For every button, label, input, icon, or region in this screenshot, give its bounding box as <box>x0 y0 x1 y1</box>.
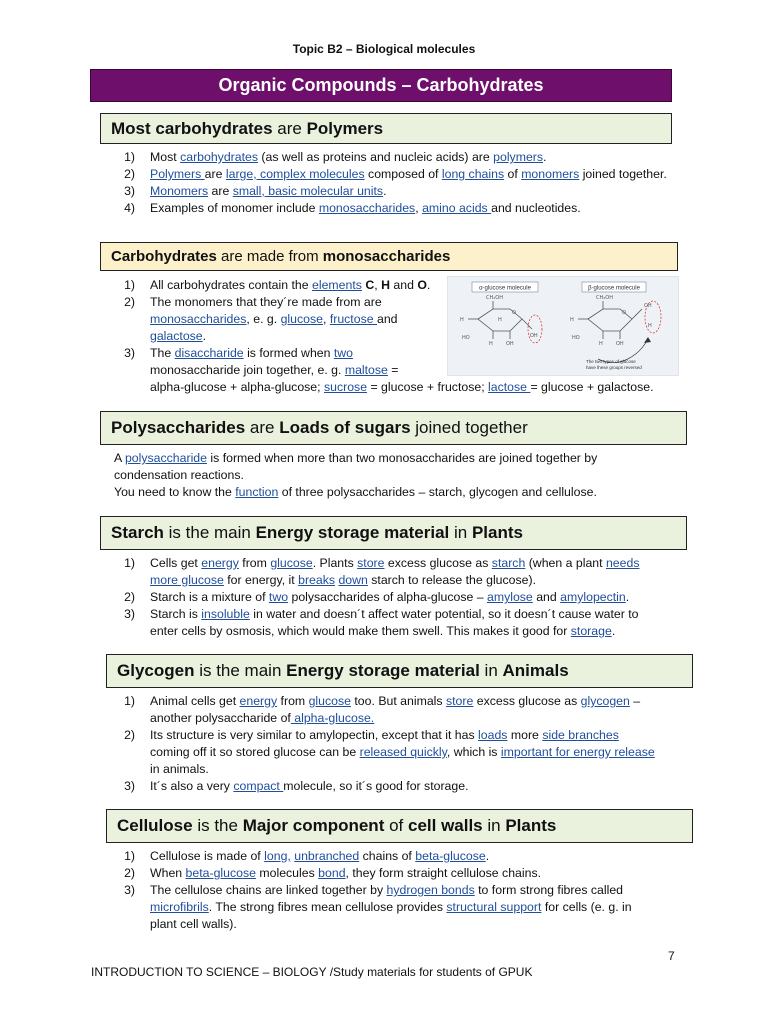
bold-text: cell walls <box>407 816 483 835</box>
svg-text:H: H <box>489 341 493 347</box>
term-link[interactable]: monosaccharides <box>150 312 247 326</box>
text-span: Starch is a mixture of <box>150 590 269 604</box>
text-span: and <box>376 312 398 326</box>
term-link[interactable]: galactose <box>150 329 203 343</box>
text-span: Its structure is very similar to amylopectin, except that it has <box>150 728 479 742</box>
term-link[interactable]: side branches <box>542 728 619 742</box>
text-span: (as well as proteins and nucleic acids) are <box>258 150 494 164</box>
beta-glucose-label: β-glucose molecule <box>588 285 640 292</box>
term-link[interactable]: polymers <box>493 150 544 164</box>
text-span: plant cell walls). <box>150 917 237 931</box>
svg-text:OH: OH <box>506 341 514 347</box>
text-span: joined together <box>410 418 528 437</box>
term-link[interactable]: amylose <box>486 590 533 604</box>
svg-text:CH₂OH: CH₂OH <box>596 295 613 301</box>
term-link[interactable]: released quickly <box>359 745 447 759</box>
bold-text: Plants <box>505 816 557 835</box>
text-span: are <box>208 184 233 198</box>
text-span: from <box>238 556 271 570</box>
text-span: are <box>245 418 280 437</box>
bold-text: Glycogen <box>117 661 195 680</box>
text-span: is the <box>192 816 243 835</box>
text-span: for energy, it <box>223 573 299 587</box>
term-link[interactable]: disaccharide <box>174 346 244 360</box>
svg-text:H: H <box>599 341 603 347</box>
list-item <box>113 882 693 933</box>
term-link[interactable]: beta-glucose <box>415 849 486 863</box>
text-span: alpha-glucose + alpha-glucose; <box>150 380 324 394</box>
text-span: and nucleotides. <box>491 201 581 215</box>
svg-text:H: H <box>498 317 502 323</box>
figure-caption-1: The two types of glucose <box>586 359 636 364</box>
term-link[interactable]: structural support <box>446 900 542 914</box>
item-number: 3) <box>124 779 135 793</box>
glucose-structures-diagram <box>448 277 678 375</box>
item-number: 1) <box>124 150 135 164</box>
bold-text: Loads of sugars <box>279 418 411 437</box>
text-span: another polysaccharide of <box>150 711 291 725</box>
section-heading-polysaccharides <box>100 411 687 445</box>
list-item <box>113 555 693 589</box>
svg-text:OH: OH <box>644 303 652 309</box>
term-link[interactable]: Monomers <box>150 184 209 198</box>
glucose-molecules-figure <box>447 276 679 376</box>
term-link[interactable]: small, basic molecular units <box>232 184 384 198</box>
term-link[interactable]: large, complex molecules <box>225 167 365 181</box>
item-number: 3) <box>124 607 135 621</box>
bold-text: Most carbohydrates <box>111 119 273 138</box>
text-span: are <box>204 167 226 181</box>
bold-text: Carbohydrates <box>111 248 217 265</box>
text-span: Animal cells get <box>150 694 240 708</box>
text-span: Starch is <box>150 607 202 621</box>
text-span: , <box>374 278 382 292</box>
text-span: Cells get <box>150 556 202 570</box>
text-span: for cells (e. g. in <box>541 900 632 914</box>
text-span: is formed when <box>243 346 334 360</box>
text-span: starch to release the glucose). <box>367 573 537 587</box>
figure-caption-2: have these groups reversed <box>586 365 642 370</box>
list-item <box>113 693 693 727</box>
term-link[interactable]: storage <box>570 624 612 638</box>
text-span: molecule, so it´s good for storage. <box>283 779 469 793</box>
text-span: = glucose + fructose; <box>367 380 489 394</box>
item-number: 4) <box>124 201 135 215</box>
text-span: You need to know the <box>114 485 236 499</box>
text-span: . <box>202 329 207 343</box>
text-span: is formed when more than two monosaccharides are joined together by <box>206 451 598 465</box>
page-number: 7 <box>668 949 675 963</box>
term-link[interactable]: carbohydrates <box>180 150 259 164</box>
term-link[interactable]: store <box>445 694 474 708</box>
term-link[interactable]: monomers <box>521 167 580 181</box>
list-item <box>113 200 673 217</box>
term-link[interactable]: important for energy release <box>500 745 655 759</box>
section-heading-starch <box>100 516 687 550</box>
svg-text:O: O <box>622 310 626 316</box>
bold-text: C <box>365 278 375 292</box>
term-link[interactable]: two <box>268 590 289 604</box>
text-span: of <box>384 816 408 835</box>
text-span: excess glucose as <box>384 556 492 570</box>
starch-list <box>113 555 693 640</box>
text-span: When <box>150 866 186 880</box>
text-span: The monomers that they´re made from are <box>150 295 382 309</box>
text-span: Examples of monomer include <box>150 201 319 215</box>
item-number: 3) <box>124 346 135 360</box>
list-item <box>113 865 693 882</box>
svg-text:O: O <box>512 310 516 316</box>
term-link[interactable]: two <box>333 346 354 360</box>
item-number: 2) <box>124 866 135 880</box>
bold-text: Plants <box>471 523 523 542</box>
text-span: , <box>322 312 330 326</box>
glycogen-list <box>113 693 693 795</box>
text-span: too. But animals <box>350 694 446 708</box>
text-span: . <box>426 278 431 292</box>
svg-text:H: H <box>648 323 652 329</box>
list-item <box>113 727 693 778</box>
term-link[interactable]: lactose <box>488 380 531 394</box>
bold-text: Major component <box>242 816 385 835</box>
cellulose-list <box>113 848 693 933</box>
text-span: from <box>277 694 309 708</box>
text-span: Cellulose is made of <box>150 849 265 863</box>
text-span: to form strong fibres called <box>474 883 624 897</box>
text-span: is the main <box>163 523 256 542</box>
text-span: . <box>485 849 490 863</box>
item-number: 3) <box>124 883 135 897</box>
term-link[interactable]: down <box>338 573 368 587</box>
term-link[interactable]: monosaccharides <box>318 201 416 215</box>
bold-text: Energy storage material <box>255 523 450 542</box>
paragraph-line <box>114 467 714 484</box>
paragraph-line <box>114 450 714 467</box>
term-link[interactable]: long chains <box>441 167 505 181</box>
term-link[interactable]: microfibrils <box>150 900 209 914</box>
polysaccharides-paragraph <box>114 450 714 501</box>
text-span: in <box>479 661 503 680</box>
bold-text: Starch <box>111 523 164 542</box>
term-link[interactable]: long, <box>264 849 291 863</box>
list-item <box>113 606 693 640</box>
text-span: and <box>532 590 561 604</box>
text-span: The cellulose chains are linked together by <box>150 883 387 897</box>
term-link[interactable]: glucose <box>270 556 313 570</box>
term-link[interactable]: amylopectin <box>560 590 626 604</box>
item-number: 2) <box>124 295 135 309</box>
svg-text:H: H <box>460 317 464 323</box>
bold-text: Polymers <box>306 119 384 138</box>
text-span: . <box>611 624 616 638</box>
term-link[interactable]: beta-glucose <box>185 866 256 880</box>
text-span: , which is <box>446 745 501 759</box>
text-span: is the main <box>194 661 287 680</box>
section-heading-glycogen <box>106 654 693 688</box>
term-link[interactable]: elements <box>312 278 362 292</box>
svg-text:HO: HO <box>462 335 470 341</box>
text-span: = glucose + galactose. <box>530 380 654 394</box>
text-span: in <box>482 816 506 835</box>
term-link[interactable]: unbranched <box>294 849 360 863</box>
topic-title: Topic B2 – Biological molecules <box>292 42 476 56</box>
term-link[interactable]: maltose <box>344 363 388 377</box>
svg-text:CH₂OH: CH₂OH <box>486 295 503 301</box>
item-number: 2) <box>124 728 135 742</box>
list-item <box>113 848 693 865</box>
paragraph-line <box>114 484 714 501</box>
bold-text: Animals <box>502 661 569 680</box>
text-span: . <box>543 150 547 164</box>
term-link[interactable]: function <box>235 485 279 499</box>
item-number: 1) <box>124 278 135 292</box>
beta-glucose-ring <box>578 301 642 339</box>
alpha-glucose-label: α-glucose molecule <box>479 285 531 292</box>
term-link[interactable]: compact <box>233 779 284 793</box>
list-item <box>113 778 693 795</box>
text-span: polysaccharides of alpha-glucose – <box>288 590 487 604</box>
text-span: in <box>449 523 472 542</box>
text-span: , <box>415 201 423 215</box>
term-link[interactable]: Polymers <box>150 167 205 181</box>
text-span: . <box>383 184 387 198</box>
svg-text:H: H <box>570 317 574 323</box>
bold-text: O <box>417 278 427 292</box>
term-link[interactable]: more glucose <box>150 573 224 587</box>
bold-text: Cellulose <box>117 816 193 835</box>
svg-text:HO: HO <box>572 335 580 341</box>
text-span: The <box>150 346 175 360</box>
text-span: composed of <box>364 167 442 181</box>
text-span: = <box>387 363 399 377</box>
term-link[interactable]: alpha-glucose. <box>290 711 375 725</box>
item-number: 1) <box>124 849 135 863</box>
term-link[interactable]: loads <box>478 728 508 742</box>
text-span: of <box>504 167 522 181</box>
text-span: condensation reactions. <box>114 468 244 482</box>
svg-text:OH: OH <box>530 333 538 339</box>
text-span: A <box>114 451 125 465</box>
text-span: excess glucose as <box>473 694 581 708</box>
section-heading-cellulose <box>106 809 693 843</box>
list-item <box>113 589 693 606</box>
item-number: 2) <box>124 167 135 181</box>
term-link[interactable]: breaks <box>298 573 336 587</box>
text-span: molecules <box>255 866 319 880</box>
text-span: (when a plant <box>525 556 606 570</box>
text-span: of three polysaccharides – starch, glycogen and cellulose. <box>278 485 597 499</box>
text-span: are <box>272 119 307 138</box>
text-span: – <box>629 694 641 708</box>
term-link[interactable]: fructose <box>329 312 377 326</box>
term-link[interactable]: starch <box>491 556 526 570</box>
term-link[interactable]: polysaccharide <box>124 451 207 465</box>
term-link[interactable]: energy <box>201 556 239 570</box>
text-span: coming off it so stored glucose can be <box>150 745 360 759</box>
term-link[interactable]: amino acids <box>422 201 492 215</box>
text-span: . The strong fibres mean cellulose provides <box>208 900 447 914</box>
item-number: 1) <box>124 556 135 570</box>
list-item <box>113 166 673 183</box>
section-heading-monosaccharides <box>100 242 678 271</box>
text-span: are made from <box>216 248 323 265</box>
text-span: . Plants <box>312 556 358 570</box>
polymers-list <box>113 149 673 217</box>
text-span: in animals. <box>150 762 209 776</box>
text-span: , they form straight cellulose chains. <box>345 866 542 880</box>
term-link[interactable]: bond <box>318 866 346 880</box>
svg-text:OH: OH <box>616 341 624 347</box>
term-link[interactable]: glucose <box>280 312 323 326</box>
text-span: All carbohydrates contain the <box>150 278 313 292</box>
text-span: . <box>625 590 630 604</box>
text-span: and <box>389 278 418 292</box>
term-link[interactable]: glucose <box>308 694 351 708</box>
term-link[interactable]: insoluble <box>201 607 250 621</box>
text-span: more <box>507 728 543 742</box>
bold-text: Energy storage material <box>286 661 480 680</box>
page-banner: Organic Compounds – Carbohydrates <box>90 69 672 102</box>
item-number: 1) <box>124 694 135 708</box>
text-span: , e. g. <box>246 312 281 326</box>
text-span: joined together. <box>579 167 667 181</box>
text-span: enter cells by osmosis, which would make them swell. This makes it good for <box>150 624 571 638</box>
list-item <box>113 149 673 166</box>
term-link[interactable]: hydrogen bonds <box>386 883 475 897</box>
item-number: 2) <box>124 590 135 604</box>
bold-text: Polysaccharides <box>111 418 246 437</box>
text-span: chains of <box>359 849 416 863</box>
term-link[interactable]: sucrose <box>323 380 368 394</box>
term-link[interactable]: energy <box>239 694 278 708</box>
text-span: in water and doesn´t affect water potential, so it doesn´t cause water to <box>249 607 639 621</box>
term-link[interactable]: needs <box>605 556 640 570</box>
bold-text: monosaccharides <box>322 248 451 265</box>
section-heading-polymers <box>100 113 672 144</box>
text-span: Most <box>150 150 181 164</box>
list-item <box>113 183 673 200</box>
page-footer: INTRODUCTION TO SCIENCE – BIOLOGY /Study materials for students of GPUK <box>91 965 533 979</box>
term-link[interactable]: glycogen <box>580 694 630 708</box>
text-span: monosaccharide join together, e. g. <box>150 363 345 377</box>
term-link[interactable]: store <box>357 556 385 570</box>
item-number: 3) <box>124 184 135 198</box>
text-span: It´s also a very <box>150 779 234 793</box>
bold-text: H <box>381 278 390 292</box>
